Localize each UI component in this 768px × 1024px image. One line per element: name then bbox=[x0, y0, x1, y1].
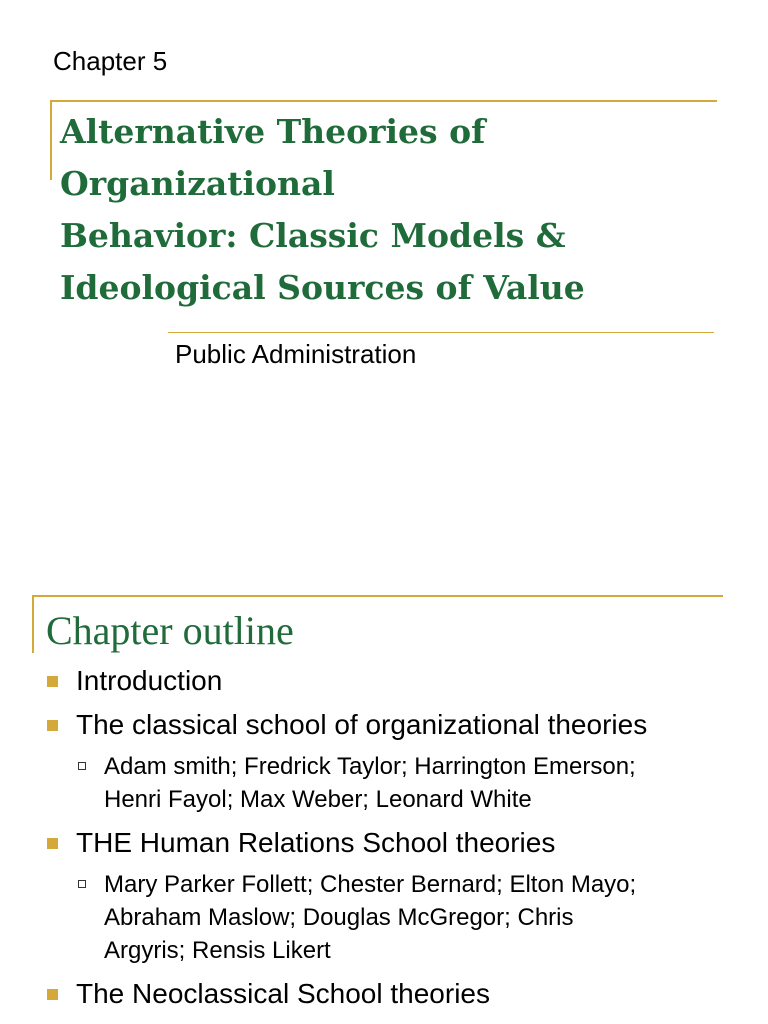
slide-title-line: Alternative Theories of Organizational bbox=[60, 112, 486, 203]
slide-title-line: Behavior: Classic Models & bbox=[60, 216, 566, 255]
outline-subitem-human-relations-theorists bbox=[0, 868, 724, 967]
square-bullet-icon bbox=[47, 838, 58, 849]
outline-subitem-line: Mary Parker Follett; Chester Bernard; Elton Mayo; bbox=[104, 871, 637, 898]
outline-item-text: Introduction bbox=[76, 665, 223, 696]
square-bullet-icon bbox=[47, 989, 58, 1000]
square-bullet-icon bbox=[47, 720, 58, 731]
slide-title-line: Ideological Sources of Value bbox=[60, 268, 585, 307]
outline-subitem-line: Henri Fayol; Max Weber; Leonard White bbox=[104, 786, 532, 813]
hollow-square-bullet-icon bbox=[78, 762, 86, 770]
chapter-label: Chapter 5 bbox=[53, 46, 168, 76]
outline-subitem-line: Argyris; Rensis Likert bbox=[104, 937, 331, 964]
outline-rule-vertical bbox=[32, 595, 34, 653]
outline-item-text: THE Human Relations School theories bbox=[76, 827, 556, 858]
outline-subitem-line: Abraham Maslow; Douglas McGregor; Chris bbox=[104, 904, 574, 931]
title-rule-horizontal bbox=[50, 100, 717, 102]
square-bullet-icon bbox=[47, 676, 58, 687]
outline-item-classical-school bbox=[0, 706, 768, 744]
outline-item-human-relations bbox=[0, 824, 768, 862]
outline-rule-horizontal bbox=[32, 595, 723, 597]
outline-subitem-line: Adam smith; Fredrick Taylor; Harrington Emerson; bbox=[104, 753, 636, 780]
outline-list bbox=[0, 662, 768, 1019]
outline-item-text: The classical school of organizational theories bbox=[76, 709, 648, 740]
outline-item-neoclassical bbox=[0, 975, 768, 1013]
subtitle-rule bbox=[168, 332, 714, 333]
title-rule-vertical bbox=[50, 100, 52, 180]
outline-subitem-classical-theorists bbox=[0, 750, 724, 816]
outline-item-introduction bbox=[0, 662, 768, 700]
outline-slide bbox=[0, 576, 768, 1024]
slide-title bbox=[60, 106, 765, 314]
slide-subtitle: Public Administration bbox=[175, 339, 417, 369]
outline-item-text: The Neoclassical School theories bbox=[76, 978, 490, 1009]
outline-title: Chapter outline bbox=[46, 608, 294, 653]
hollow-square-bullet-icon bbox=[78, 880, 86, 888]
